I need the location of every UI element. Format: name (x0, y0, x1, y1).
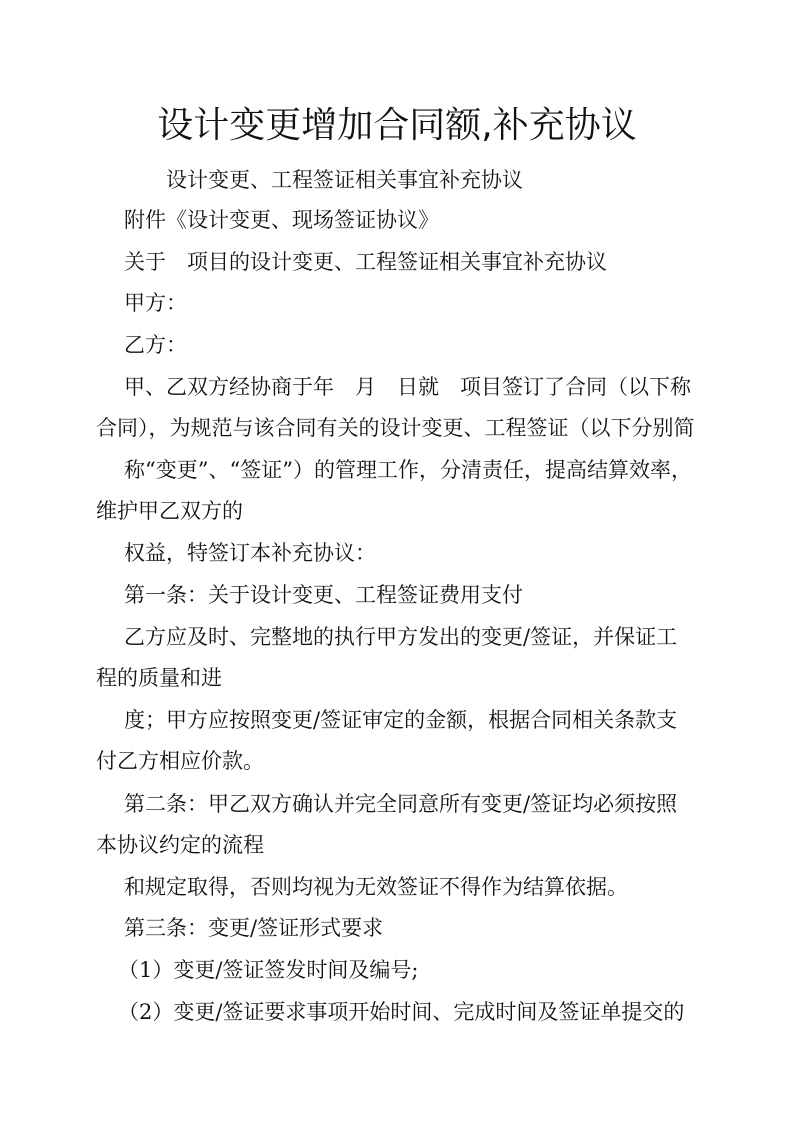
body-line: 程的质量和进 (96, 666, 222, 690)
body-line: 和规定取得，否则均视为无效签证不得作为结算依据。 (124, 875, 628, 899)
attachment-line: 附件《设计变更、现场签证协议》 (124, 208, 439, 232)
subtitle-line: 设计变更、工程签证相关事宜补充协议 (166, 168, 523, 192)
body-line: 乙方应及时、完整地的执行甲方发出的变更/签证，并保证工 (124, 625, 678, 649)
body-line: 本协议约定的流程 (96, 833, 264, 857)
body-line: 称“变更”、“签证”）的管理工作，分清责任，提高结算效率， (124, 458, 692, 482)
body-line: 权益，特签订本补充协议： (124, 541, 376, 565)
body-line: 合同），为规范与该合同有关的设计变更、工程签证（以下分别简 (96, 416, 695, 440)
body-line: 度；甲方应按照变更/签证审定的金额，根据合同相关条款支 (124, 708, 678, 732)
body-line: 维护甲乙双方的 (96, 499, 243, 523)
document-title: 设计变更增加合同额,补充协议 (157, 105, 637, 146)
subject-line: 关于 项目的设计变更、工程签证相关事宜补充协议 (124, 250, 607, 274)
article-2-heading: 第二条：甲乙双方确认并完全同意所有变更/签证均必须按照 (124, 792, 678, 816)
article-1-heading: 第一条：关于设计变更、工程签证费用支付 (124, 583, 523, 607)
body-line: 付乙方相应价款。 (96, 749, 264, 773)
list-item-1: （1）变更/签证签发时间及编号; (118, 958, 419, 982)
party-a-line: 甲方： (124, 291, 187, 315)
body-line: 甲、乙双方经协商于年 月 日就 项目签订了合同（以下称 (124, 375, 691, 399)
list-item-2: （2）变更/签证要求事项开始时间、完成时间及签证单提交的 (118, 1000, 685, 1024)
article-3-heading: 第三条：变更/签证形式要求 (124, 916, 384, 940)
party-b-line: 乙方： (124, 333, 187, 357)
